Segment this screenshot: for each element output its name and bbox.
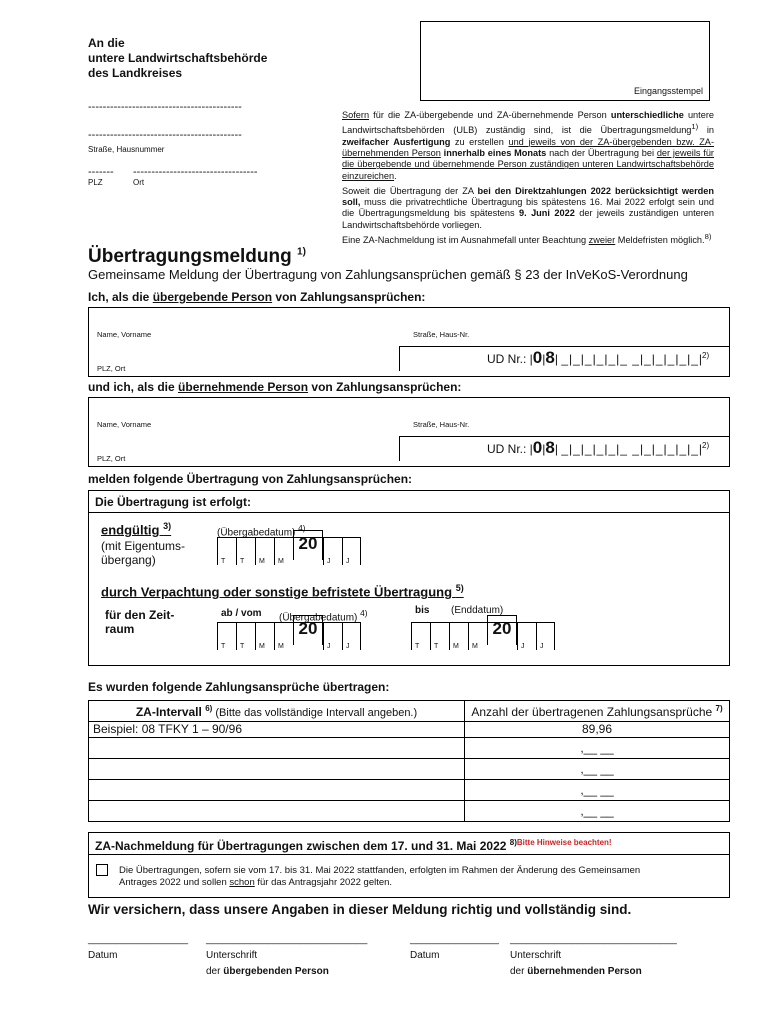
info-text: zweier <box>588 235 616 246</box>
name-label: Name, Vorname <box>97 330 152 339</box>
final-date-field[interactable] <box>217 534 361 565</box>
page-title <box>88 246 306 268</box>
caption-text: der <box>206 966 224 977</box>
taker-signature-line[interactable]: ______________________________ <box>510 934 677 945</box>
table-header-row <box>89 701 730 722</box>
taker-date-label: Datum <box>410 950 440 961</box>
date-cell[interactable] <box>236 623 255 650</box>
cell-label: T <box>415 643 420 650</box>
ud-label: UD Nr.: <box>487 442 527 456</box>
year-prefix: 20 <box>293 530 323 560</box>
footnote-ref: 8) <box>509 838 517 847</box>
giver-signature-label: Unterschrift <box>206 950 258 961</box>
plz-ort-label: PLZ, Ort <box>97 364 126 373</box>
year-prefix: 20 <box>487 615 517 645</box>
note-line: (mit Eigentums- <box>101 539 186 553</box>
info-text: unterschiedliche <box>610 110 684 120</box>
interval-input[interactable] <box>89 759 465 780</box>
cell-label: J <box>540 643 544 650</box>
header-text: ZA-Intervall <box>135 704 202 719</box>
date-cell[interactable] <box>274 538 293 565</box>
taker-signature-caption <box>510 966 642 977</box>
footnote-ref: 2) <box>702 351 710 360</box>
table-row <box>89 780 730 801</box>
cell-label: T <box>221 643 226 650</box>
date-cell[interactable] <box>430 623 449 650</box>
name-dash-line[interactable]: ------------------------------------------ <box>88 101 242 113</box>
cell-label: T <box>221 558 226 565</box>
info-paragraph-1 <box>342 110 714 182</box>
table-row <box>89 801 730 822</box>
info-text: zweifacher Ausfertigung <box>342 136 451 147</box>
table-row <box>89 759 730 780</box>
table-row <box>89 738 730 759</box>
date-label: (Übergabedatum) <box>279 612 358 624</box>
text-part: für das Antragsjahr 2022 gelten. <box>254 877 393 888</box>
heading-text: übernehmende Person <box>178 380 309 394</box>
info-text: muss die privatrechtliche Übertragung bis spätestens 16. Mai 2022 erfolgt sein und die Übertragungsmeldung bis spätestens <box>342 197 714 219</box>
text-part: schon <box>229 877 255 888</box>
date-cell[interactable] <box>217 538 236 565</box>
info-text: Eine ZA-Nachmeldung ist im Ausnahmefall unter Beachtung <box>342 235 589 246</box>
title-text: Übertragungsmeldung <box>88 246 292 267</box>
footnote-ref: 3) <box>163 521 172 531</box>
text-line <box>119 877 640 889</box>
plz-ort-label: PLZ, Ort <box>97 454 126 463</box>
year-prefix: 20 <box>293 615 323 645</box>
taker-signature-label: Unterschrift <box>510 950 562 961</box>
period-label-line: raum <box>105 622 135 636</box>
interval-header <box>89 701 465 722</box>
date-cell[interactable] <box>468 623 487 650</box>
entitlements-table <box>88 700 730 822</box>
final-option-label <box>101 521 171 537</box>
final-option-note <box>101 539 185 567</box>
taker-heading <box>88 380 461 394</box>
to-date-field[interactable] <box>411 619 555 650</box>
transfer-box-header: Die Übertragung ist erfolgt: <box>89 491 729 513</box>
heading-text: Ich, als die <box>88 290 153 304</box>
giver-heading <box>88 290 425 304</box>
cell-label: T <box>240 558 245 565</box>
info-text: nach der Übertragung bei <box>546 147 657 158</box>
giver-signature-caption <box>206 966 329 977</box>
info-text: der jeweils für die übergebende und übernehmende Person zuständigen unteren Landwirtschaftsbehörde einzureichen <box>342 147 714 181</box>
footnote-ref: 1) <box>691 122 699 132</box>
cell-label: M <box>472 643 478 650</box>
date-cell[interactable] <box>411 623 430 650</box>
interval-cell: Beispiel: 08 TFKY 1 – 90/96 <box>89 722 465 738</box>
cell-label: J <box>521 643 525 650</box>
late-registration-text <box>119 865 640 889</box>
table-row <box>89 722 730 738</box>
ud-digit: 0 <box>532 438 543 457</box>
cell-label: J <box>346 643 350 650</box>
footnote-ref: 4) <box>360 608 368 618</box>
footnote-ref: 5) <box>455 583 464 593</box>
ud-digit: 8 <box>545 438 555 457</box>
footnote-ref: 8) <box>704 232 712 242</box>
street-label: Straße, Haus-Nr. <box>413 330 470 339</box>
count-input[interactable]: ,__ __ <box>465 759 730 780</box>
caption-text: der <box>510 966 528 977</box>
cell-label: J <box>346 558 350 565</box>
receipt-stamp-box <box>420 21 710 101</box>
caption-text: übergebenden Person <box>223 966 329 977</box>
giver-box <box>88 307 730 377</box>
lease-option-label <box>101 583 464 599</box>
date-cell[interactable] <box>342 623 361 650</box>
info-text: und jeweils von der ZA-übergebenden bzw. ZA-übernehmenden Person <box>342 136 714 158</box>
count-input[interactable]: ,__ __ <box>465 801 730 822</box>
giver-signature-line[interactable]: _____________________________ <box>206 934 368 945</box>
late-registration-checkbox[interactable] <box>96 864 108 876</box>
street-dash-line[interactable]: ------------------------------------------ <box>88 129 242 141</box>
ud-cells: _|_|_|_|_|_ _|_|_|_|_|_ <box>561 352 699 366</box>
info-text: bei den Direktzahlungen 2022 berücksichtigt werden soll, <box>342 185 714 208</box>
info-text: Sofern <box>342 110 370 120</box>
interval-input[interactable] <box>89 738 465 759</box>
cell-label: M <box>278 643 284 650</box>
late-registration-box <box>88 832 730 898</box>
footnote-ref: 2) <box>702 441 710 450</box>
info-text: Meldefristen möglich. <box>615 235 705 246</box>
cell-label: M <box>259 643 265 650</box>
ud-cells: _|_|_|_|_|_ _|_|_|_|_|_ <box>561 442 699 456</box>
info-text: 9. Juni 2022 <box>519 208 575 219</box>
giver-ud-number-field[interactable]: UD Nr.: |0|8| _|_|_|_|_|_ $\_|\_|\_|\_|\_|\_|^{2)}$ <box>487 348 710 367</box>
count-header <box>465 701 730 722</box>
info-text: in <box>698 125 714 136</box>
cell-label: J <box>327 643 331 650</box>
date-cell[interactable] <box>517 623 536 650</box>
cell-label: M <box>278 558 284 565</box>
addressee-line: untere Landwirtschaftsbehörde <box>88 51 268 65</box>
caption-text: übernehmenden Person <box>527 966 642 977</box>
name-label: Name, Vorname <box>97 420 152 429</box>
late-registration-header <box>89 833 729 855</box>
count-input[interactable]: ,__ __ <box>465 738 730 759</box>
street-label: Straße, Hausnummer <box>88 145 165 154</box>
cell-label: M <box>453 643 459 650</box>
info-text: der jeweils zuständigen unteren Landwirtschaftsbehörde vorliegen. <box>342 208 715 230</box>
info-text: untere Landwirtschaftsbehörden (ULB) zuständig sind, ist die Übertragungsmeldung <box>342 110 715 136</box>
addressee-block <box>88 36 267 81</box>
heading-text: von Zahlungsansprüchen: <box>308 380 462 394</box>
lease-label: durch Verpachtung oder sonstige befristete Übertragung <box>101 584 453 600</box>
addressee-line: des Landkreises <box>88 66 183 80</box>
header-text: Anzahl der übertragenen Zahlungsansprüche <box>471 704 713 719</box>
date-cell[interactable] <box>255 623 274 650</box>
stamp-label: Eingangsstempel <box>633 86 703 96</box>
interval-input[interactable] <box>89 801 465 822</box>
date-cell[interactable] <box>274 623 293 650</box>
cell-label: M <box>259 558 265 565</box>
info-text: Soweit die Übertragung der ZA <box>342 185 478 196</box>
to-date-label: (Enddatum) <box>451 605 504 616</box>
plz-dash-line[interactable]: ------- <box>88 166 114 178</box>
info-text: zu erstellen <box>450 136 509 147</box>
to-label: bis <box>415 605 430 616</box>
count-cell: 89,96 <box>465 722 730 738</box>
footnote-ref: 1) <box>297 246 306 258</box>
ud-digit: 0 <box>532 348 543 367</box>
info-text-block <box>342 110 714 250</box>
heading-text: und ich, als die <box>88 380 179 394</box>
text-line: Die Übertragungen, sofern sie vom 17. bis 31. Mai 2022 stattfanden, erfolgten im Rahmen der Änderung des Gemeinsamen <box>119 865 641 876</box>
info-paragraph-2 <box>342 186 714 247</box>
taker-ud-number-field[interactable]: UD Nr.: |0|8| _|_|_|_|_|_ $\_|\_|\_|\_|\_|\_|^{2)}$ <box>487 438 710 457</box>
taker-box <box>88 397 730 467</box>
date-cell[interactable] <box>323 538 342 565</box>
from-date-field[interactable] <box>217 619 361 650</box>
footnote-ref: 4) <box>298 523 306 533</box>
footnote-ref: 6) <box>205 703 213 713</box>
transfer-heading: melden folgende Übertragung von Zahlungsansprüchen: <box>88 472 413 486</box>
declaration: Wir versichern, dass unsere Angaben in dieser Meldung richtig und vollständig sind. <box>88 902 632 917</box>
date-cell[interactable] <box>449 623 468 650</box>
giver-date-line[interactable]: __________________ <box>88 934 189 945</box>
period-label <box>105 608 174 636</box>
header-text: (Bitte das vollständige Intervall angeben.) <box>212 706 418 719</box>
date-cell[interactable] <box>342 538 361 565</box>
header-text: ZA-Nachmeldung für Übertragungen zwischen dem 17. und 31. Mai 2022 <box>95 839 507 853</box>
taker-date-line[interactable]: ________________ <box>410 934 499 945</box>
count-input[interactable]: ,__ __ <box>465 780 730 801</box>
cell-label: T <box>434 643 439 650</box>
info-text: für die ZA-übergebende und ZA-übernehmende Person <box>369 110 611 120</box>
date-label: (Übergabedatum) <box>217 527 296 539</box>
footnote-ref: 7) <box>715 703 723 713</box>
addressee-line: An die <box>88 36 125 50</box>
giver-date-label: Datum <box>88 950 118 961</box>
warning-text: Bitte Hinweise beachten! <box>516 838 612 847</box>
heading-text: übergebende Person <box>152 290 273 304</box>
page-subtitle: Gemeinsame Meldung der Übertragung von Zahlungsansprüchen gemäß § 23 der InVeKoS-Verordnung <box>88 267 688 282</box>
ud-label: UD Nr.: <box>487 352 527 366</box>
text-part: Antrages 2022 und sollen <box>119 877 230 888</box>
plz-label: PLZ <box>88 178 103 187</box>
info-text: . <box>394 170 397 181</box>
heading-text: von Zahlungsansprüchen: <box>272 290 426 304</box>
ort-label: Ort <box>133 178 145 187</box>
date-cell[interactable] <box>255 538 274 565</box>
ud-digit: 8 <box>545 348 555 367</box>
date-cell[interactable] <box>217 623 236 650</box>
street-label: Straße, Haus-Nr. <box>413 420 470 429</box>
cell-label: T <box>240 643 245 650</box>
final-label: endgültig <box>101 522 160 538</box>
date-cell[interactable] <box>536 623 555 650</box>
info-text: innerhalb eines Monats <box>443 147 547 158</box>
entitlements-heading: Es wurden folgende Zahlungsansprüche übertragen: <box>88 680 390 694</box>
cell-label: J <box>327 558 331 565</box>
ort-dash-line[interactable]: ---------------------------------- <box>133 166 258 178</box>
interval-input[interactable] <box>89 780 465 801</box>
date-cell[interactable] <box>323 623 342 650</box>
period-label-line: für den Zeit- <box>105 608 175 622</box>
from-label: ab / vom <box>221 608 262 619</box>
note-line: übergang) <box>101 553 156 567</box>
transfer-box <box>88 490 730 666</box>
date-cell[interactable] <box>236 538 255 565</box>
